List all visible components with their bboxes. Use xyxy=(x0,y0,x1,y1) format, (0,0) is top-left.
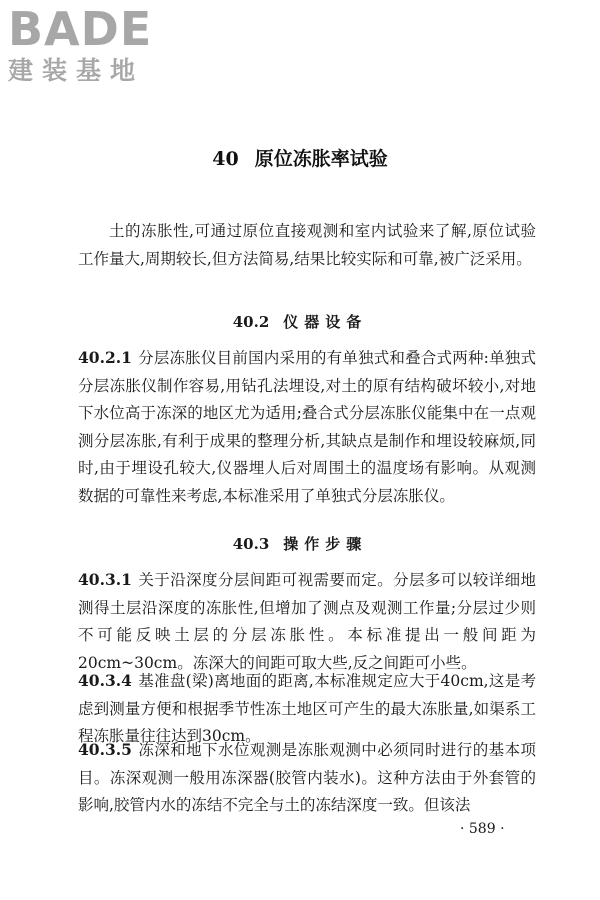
section-heading-40-3 xyxy=(0,533,600,555)
section-heading-40-2 xyxy=(0,311,600,333)
section-number: 40.2 xyxy=(232,313,270,331)
page-number: · 589 · xyxy=(460,821,505,837)
publisher-logo xyxy=(8,4,178,86)
clause-text: 基准盘(梁)离地面的距离,本标准规定应大于40cm,这是考虑到测量方便和根据季节性冻土地区可产生的最大冻胀量,如渠系工程冻胀量往往达到30cm。 xyxy=(78,672,536,746)
chapter-heading: 原位冻胀率试验 xyxy=(254,148,388,170)
clause-40-3-1 xyxy=(78,566,536,677)
clause-text: 冻深和地下水位观测是冻胀观测中必须同时进行的基本项目。冻深观测一般用冻深器(胶管内装水)。这种方法由于外套管的影响,胶管内水的冻结不完全与土的冻结深度一致。但该法 xyxy=(78,741,536,815)
section-title: 操作步骤 xyxy=(283,535,368,553)
clause-40-3-5 xyxy=(78,736,536,820)
logo-wordmark: BADE xyxy=(8,2,153,56)
clause-number: 40.2.1 xyxy=(78,348,132,367)
clause-number: 40.3.4 xyxy=(78,671,132,690)
logo-subtitle: 建装基地 xyxy=(8,56,145,85)
chapter-number: 40 xyxy=(212,148,239,170)
clause-text: 分层冻胀仪目前国内采用的有单独式和叠合式两种:单独式分层冻胀仪制作容易,用钻孔法埋设,对土的原有结构破坏较小,对地下水位高于冻深的地区尤为适用;叠合式分层冻胀仪能集中在一点观测分层冻胀,有利于成果的整理分析,其缺点是制作和埋设较麻烦,同时,由于埋设孔较大,仪器埋人后对周围土的温度场有影响。从观测数据的可靠性来考虑,本标准采用了单独式分层冻胀仪。 xyxy=(78,349,536,505)
clause-40-2-1 xyxy=(78,344,536,511)
chapter-title xyxy=(0,147,600,171)
clause-number: 40.3.1 xyxy=(78,570,132,589)
intro-paragraph: 土的冻胀性,可通过原位直接观测和室内试验来了解,原位试验工作量大,周期较长,但方法简易,结果比较实际和可靠,被广泛采用。 xyxy=(78,222,536,268)
section-title: 仪器设备 xyxy=(283,313,368,331)
section-number: 40.3 xyxy=(232,535,270,553)
clause-text: 关于沿深度分层间距可视需要而定。分层多可以较详细地测得土层沿深度的冻胀性,但增加了测点及观测工作量;分层过少则不可能反映土层的分层冻胀性。本标准提出一般间距为20cm~30cm。冻深大的间距可取大些,反之间距可小些。 xyxy=(78,571,536,672)
clause-number: 40.3.5 xyxy=(78,740,132,759)
